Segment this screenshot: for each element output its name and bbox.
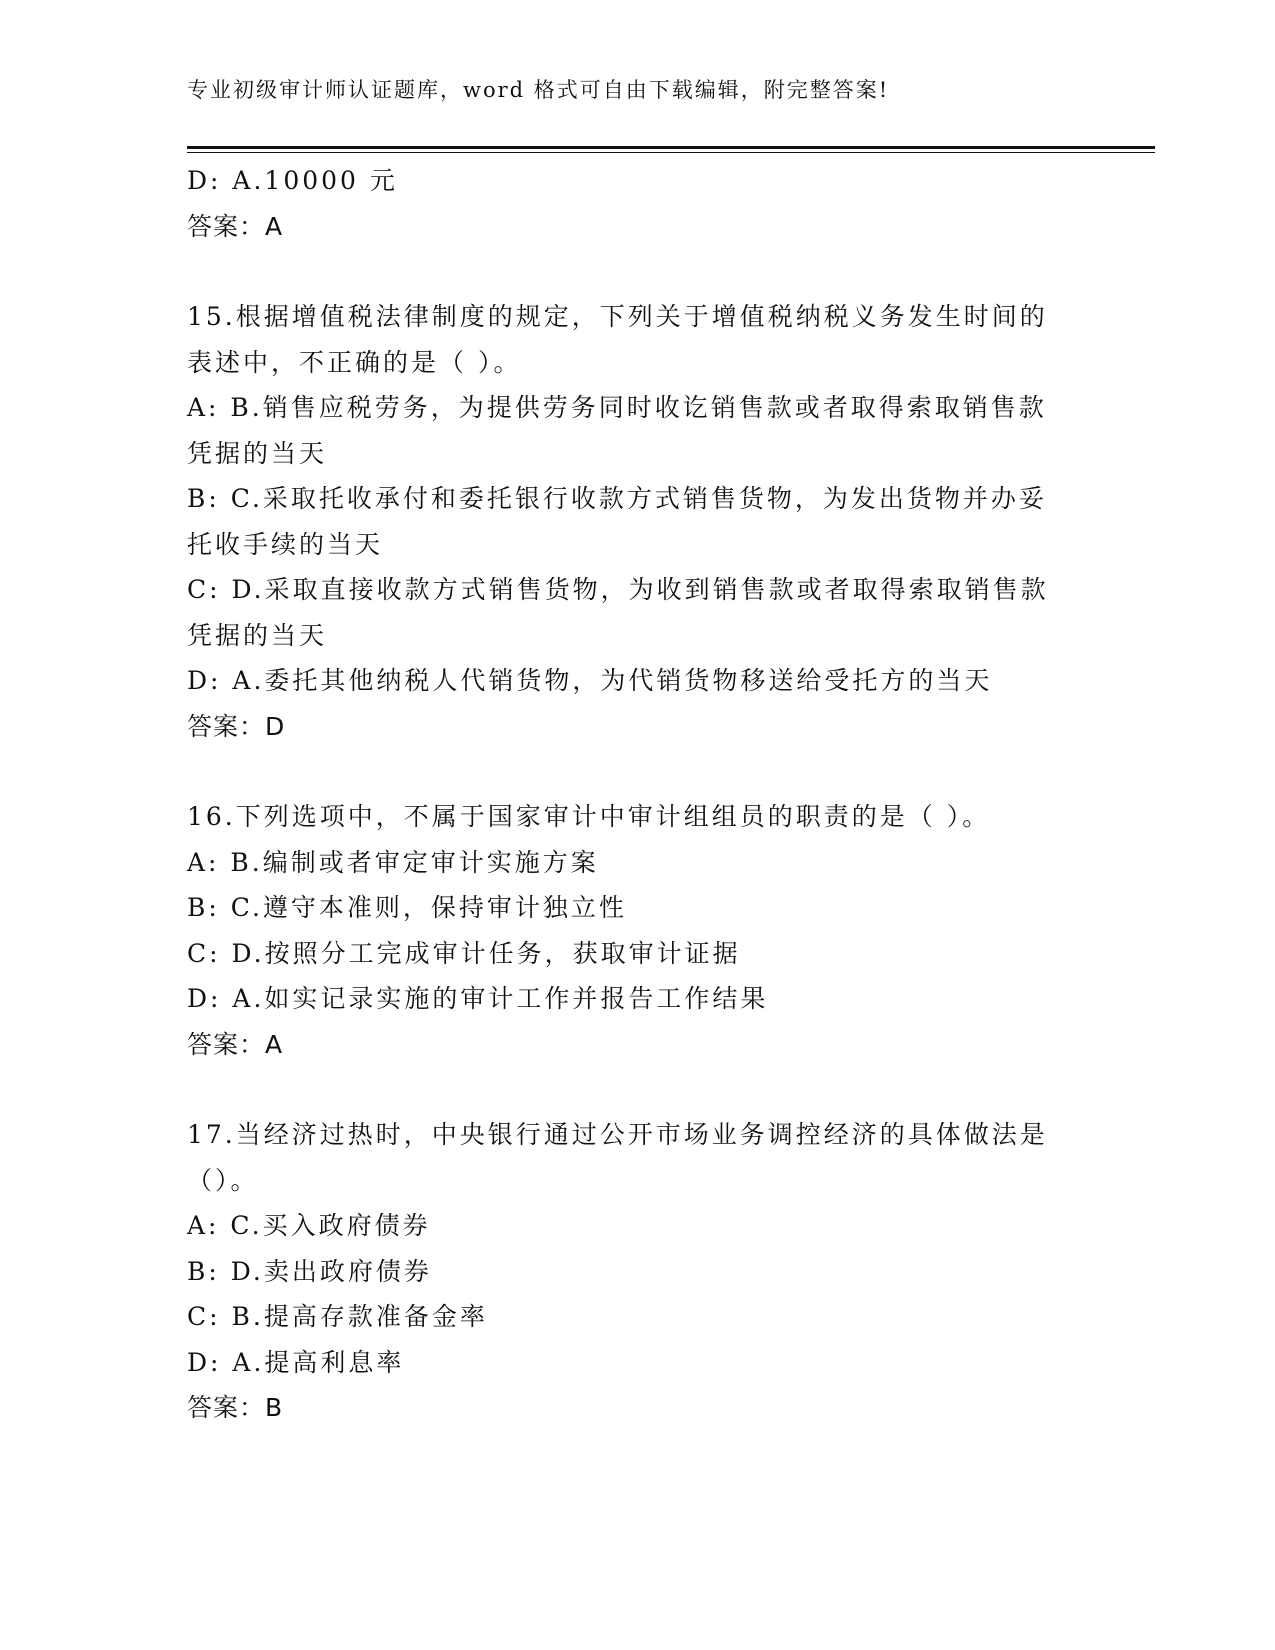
question-15 xyxy=(187,294,1087,749)
question-stem: 16.下列选项中，不属于国家审计中审计组组员的职责的是（ ）。 xyxy=(187,802,991,831)
option-c: C: B.提高存款准备金率 xyxy=(187,1302,488,1331)
option-c: C: D.按照分工完成审计任务，获取审计证据 xyxy=(187,938,741,968)
question-stem: 17.当经济过热时，中央银行通过公开市场业务调控经济的具体做法是 xyxy=(187,1120,1048,1149)
previous-question-tail xyxy=(187,158,1087,249)
spacer xyxy=(187,1067,1087,1112)
option-d: D: A.10000 元 xyxy=(187,166,398,195)
question-content xyxy=(187,158,1087,1431)
spacer xyxy=(187,249,1087,294)
option-d: D: A.委托其他纳税人代销货物，为代销货物移送给受托方的当天 xyxy=(187,666,993,695)
option-d: D: A.如实记录实施的审计工作并报告工作结果 xyxy=(187,984,769,1013)
question-stem: 15.根据增值税法律制度的规定，下列关于增值税纳税义务发生时间的 xyxy=(187,302,1048,331)
option-d: D: A.提高利息率 xyxy=(187,1347,405,1377)
header-divider-thin xyxy=(187,152,1155,153)
question-stem-cont: 表述中，不正确的是（ ）。 xyxy=(187,347,522,377)
option-c: C: D.采取直接收款方式销售货物，为收到销售款或者取得索取销售款 xyxy=(187,575,1049,604)
option-a: A: C.买入政府债券 xyxy=(187,1211,431,1240)
answer-line: 答案：D xyxy=(187,711,286,741)
answer-line: 答案：B xyxy=(187,1393,284,1422)
option-a: A: B.编制或者审定审计实施方案 xyxy=(187,847,599,877)
option-a-cont: 凭据的当天 xyxy=(187,438,328,468)
option-b: B: C.采取托收承付和委托银行收款方式销售货物，为发出货物并办妥 xyxy=(187,484,1047,513)
answer-line: 答案：A xyxy=(187,1029,284,1059)
spacer xyxy=(187,749,1087,794)
answer-line: 答案：A xyxy=(187,211,284,241)
option-b: B: D.卖出政府债券 xyxy=(187,1256,432,1286)
question-17 xyxy=(187,1112,1087,1431)
question-stem-cont: （）。 xyxy=(187,1165,259,1195)
question-16 xyxy=(187,794,1087,1067)
option-c-cont: 凭据的当天 xyxy=(187,620,328,650)
option-b: B: C.遵守本准则，保持审计独立性 xyxy=(187,893,627,922)
option-b-cont: 托收手续的当天 xyxy=(187,529,384,559)
page-header: 专业初级审计师认证题库，word 格式可自由下载编辑，附完整答案! xyxy=(187,78,890,102)
option-a: A: B.销售应税劳务，为提供劳务同时收讫销售款或者取得索取销售款 xyxy=(187,393,1047,422)
header-divider-thick xyxy=(187,146,1155,149)
